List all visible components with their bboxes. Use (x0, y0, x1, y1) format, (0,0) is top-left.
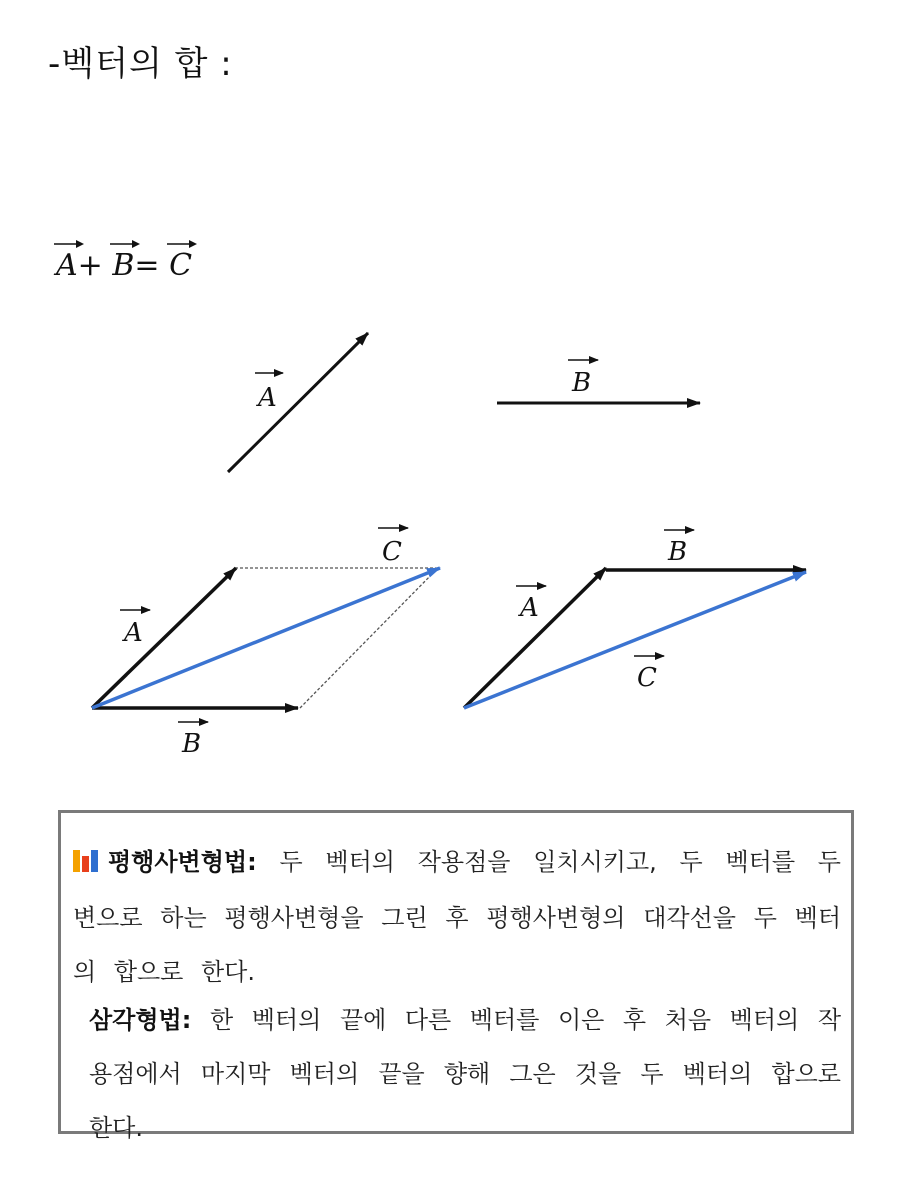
definition-box (58, 810, 854, 1142)
triangle-diagram (464, 530, 806, 708)
equation-vector-b: B (112, 248, 134, 283)
vector-a-arrow (464, 568, 606, 708)
dotted-side-right (300, 568, 438, 708)
parallelogram-text: 두 벡터의 작용점을 일치시키고, 두 벡터를 두 변으로 하는 평행사변형을 그린 후 평행사변형의 대각선을 두 벡터의 합으로 한다. (73, 848, 841, 986)
label-top-b: B (572, 368, 592, 398)
label-para-c: C (382, 537, 402, 567)
parallelogram-term: 평행사변형법: (108, 848, 257, 876)
parallelogram-paragraph (73, 835, 841, 999)
equation-plus: + (77, 248, 103, 283)
label-para-a: A (124, 618, 143, 648)
triangle-text: 한 벡터의 끝에 다른 벡터를 이은 후 처음 벡터의 작용점에서 마지막 벡터의 끝을 향해 그은 것을 두 벡터의 합으로 한다. (89, 1006, 841, 1142)
triangle-paragraph (73, 993, 841, 1155)
equation-equals: = (134, 248, 160, 283)
equation-vector-c: C (169, 248, 192, 283)
label-top-a: A (258, 383, 277, 413)
label-tri-b: B (668, 537, 688, 567)
label-para-b: B (182, 729, 202, 759)
resultant-c-arrow (464, 572, 806, 708)
triangle-term: 삼각형법: (89, 1006, 192, 1034)
label-tri-c: C (637, 663, 657, 693)
vector-a-arrow (228, 333, 368, 472)
equation-vector-a: A (56, 248, 78, 283)
label-tri-a: A (520, 593, 539, 623)
resultant-c-arrow (92, 568, 440, 708)
parallelogram-diagram (92, 528, 440, 759)
bar-chart-icon (73, 837, 100, 891)
vector-a-arrow (92, 568, 236, 708)
page-title: -벡터의 합 : (48, 44, 233, 84)
